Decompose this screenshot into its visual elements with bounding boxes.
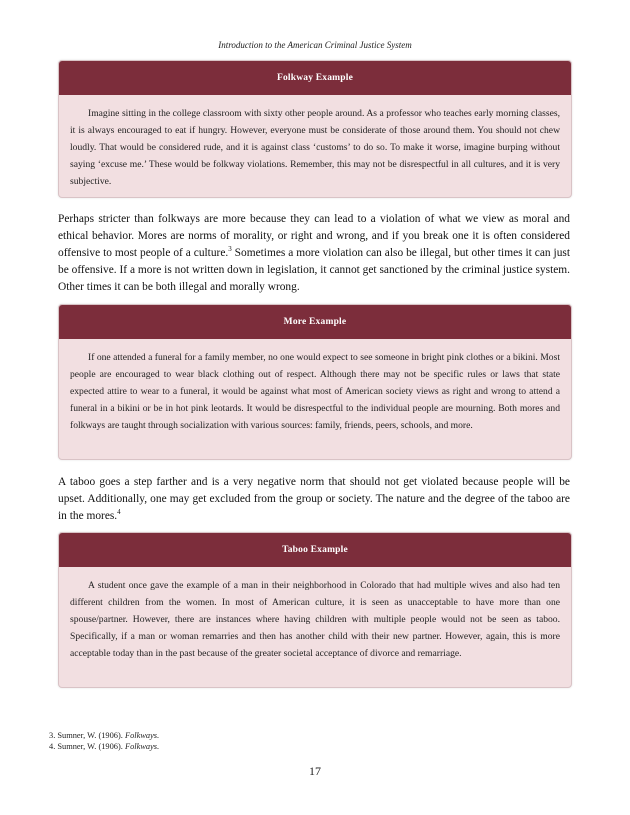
footnote-author: Sumner, W. (1906). bbox=[57, 742, 123, 751]
footnote-title: Folkways. bbox=[124, 742, 160, 751]
mores-text-1: Perhaps stricter than folkways are more because they can lead to a violation of what we view as moral and ethical behavior. Mores are norms of morality, or right and wrong, and if you break one it is often considered offensive to most people of a culture. bbox=[58, 213, 570, 259]
taboo-example-title: Taboo Example bbox=[59, 533, 571, 567]
taboo-example-body: A student once gave the example of a man in their neighborhood in Colorado that had multiple wives and also had ten different children from the women. In most of American culture, it is seen as unacceptable to have more than one spouse/partner. However, there are instances where having children with multiple people would not be seen as taboo. Specifically, if a man or woman remarries and then has another child with their new partner. However, again, this is more acceptable today than in the past because of the greater societal acceptance of divorce and remarriage. bbox=[70, 580, 560, 659]
footnote-ref-3: 3 bbox=[228, 245, 232, 253]
folkway-example-title: Folkway Example bbox=[59, 61, 571, 95]
footnote-number: 3. bbox=[49, 731, 56, 740]
taboo-paragraph bbox=[58, 474, 570, 525]
running-header: Introduction to the American Criminal Justice System bbox=[218, 40, 412, 50]
more-example-title: More Example bbox=[59, 305, 571, 339]
mores-paragraph bbox=[58, 211, 570, 296]
mores-text-2: Sometimes a more violation can also be illegal, but other times it can just be offensive. If a more is not written down in legislation, it cannot get sanctioned by the criminal justice system. Other times it can be both illegal and morally wrong. bbox=[58, 247, 570, 293]
folkway-example-body: Imagine sitting in the college classroom with sixty other people around. As a professor who teaches early morning classes, it is always encouraged to eat if hungry. However, everyone must be considerate of those around them. You should not chew loudly. That would be considered rude, and it is against class ‘customs’ to do so. To make it worse, imagine burping without saying ‘excuse me.’ These would be folkway violations. Remember, this may not be disrespectful in all cultures, and it is very subjective. bbox=[70, 108, 560, 187]
footnote-author: Sumner, W. (1906). bbox=[57, 731, 123, 740]
footnote-3 bbox=[49, 730, 159, 741]
folkway-example-box bbox=[58, 60, 572, 198]
more-example-body: If one attended a funeral for a family member, no one would expect to see someone in bright pink clothes or a bikini. Most people are encouraged to wear black clothing out of respect. Although there may not be specific rules or laws that state expected attire to wear to a funeral, it would be against what most of American society views as right and wrong to attend a funeral in a bikini or be in hot pink leotards. It would be disrespectful to the individual people are mourning. Both mores and folkways are taught through socialization with various sources: family, friends, peers, schools, and more. bbox=[70, 352, 560, 431]
footnote-4 bbox=[49, 741, 159, 752]
footnote-number: 4. bbox=[49, 742, 56, 751]
more-example-box bbox=[58, 304, 572, 460]
taboo-example-box bbox=[58, 532, 572, 688]
taboo-text: A taboo goes a step farther and is a very negative norm that should not get violated because people will be upset. Additionally, one may get excluded from the group or society. The nature and the degree of the taboo are in the mores. bbox=[58, 476, 570, 522]
footnote-title: Folkways. bbox=[124, 731, 160, 740]
footnotes bbox=[49, 730, 159, 752]
page-number: 17 bbox=[309, 764, 321, 778]
footnote-ref-4: 4 bbox=[117, 508, 121, 516]
